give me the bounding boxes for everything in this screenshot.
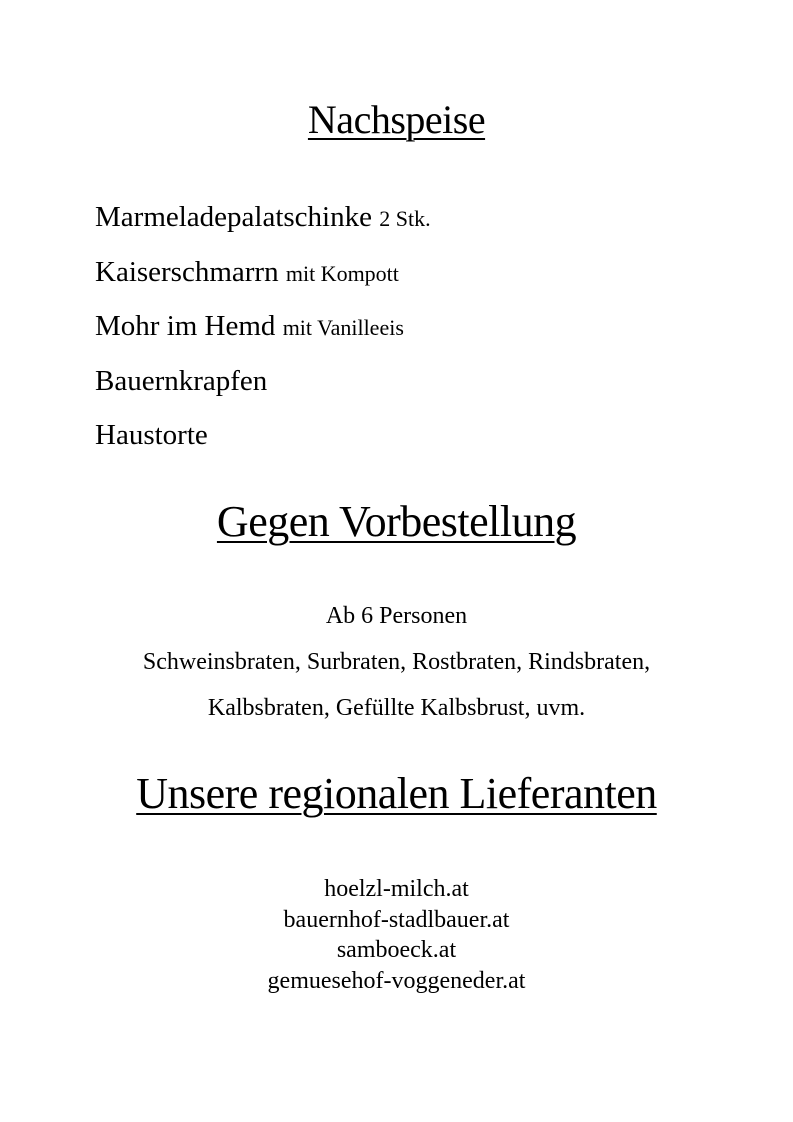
dessert-list [95, 200, 431, 473]
dessert-item-name: Marmeladepalatschinke [95, 201, 372, 233]
dessert-heading: Nachspeise [307, 97, 486, 142]
dessert-item [95, 309, 431, 364]
dessert-item-name: Kaiserschmarrn [95, 255, 279, 288]
dessert-item [95, 364, 431, 419]
preorder-line: Ab 6 Personen [325, 603, 468, 629]
suppliers-list [0, 874, 793, 996]
preorder-details [0, 600, 793, 738]
dessert-item-name: Mohr im Hemd [95, 310, 276, 342]
supplier-website: gemuesehof-voggeneder.at [267, 967, 526, 994]
dessert-item-detail: mit Kompott [285, 260, 399, 286]
dessert-item-detail: mit Vanilleeis [282, 315, 404, 340]
preorder-heading: Gegen Vorbestellung [216, 497, 577, 546]
dessert-item-name: Haustorte [95, 419, 208, 451]
suppliers-heading: Unsere regionalen Lieferanten [136, 769, 657, 818]
dessert-item [95, 255, 431, 310]
preorder-line: Kalbsbraten, Gefüllte Kalbsbrust, uvm. [207, 695, 586, 721]
supplier-website: samboeck.at [336, 937, 457, 963]
supplier-website: hoelzl-milch.at [324, 876, 469, 902]
dessert-item-name: Bauernkrapfen [95, 364, 268, 397]
dessert-item [95, 200, 431, 255]
preorder-line: Schweinsbraten, Surbraten, Rostbraten, Rindsbraten, [142, 649, 651, 675]
supplier-website: bauernhof-stadlbauer.at [283, 906, 510, 933]
dessert-item-detail: 2 Stk. [379, 206, 431, 231]
dessert-item [95, 418, 431, 473]
